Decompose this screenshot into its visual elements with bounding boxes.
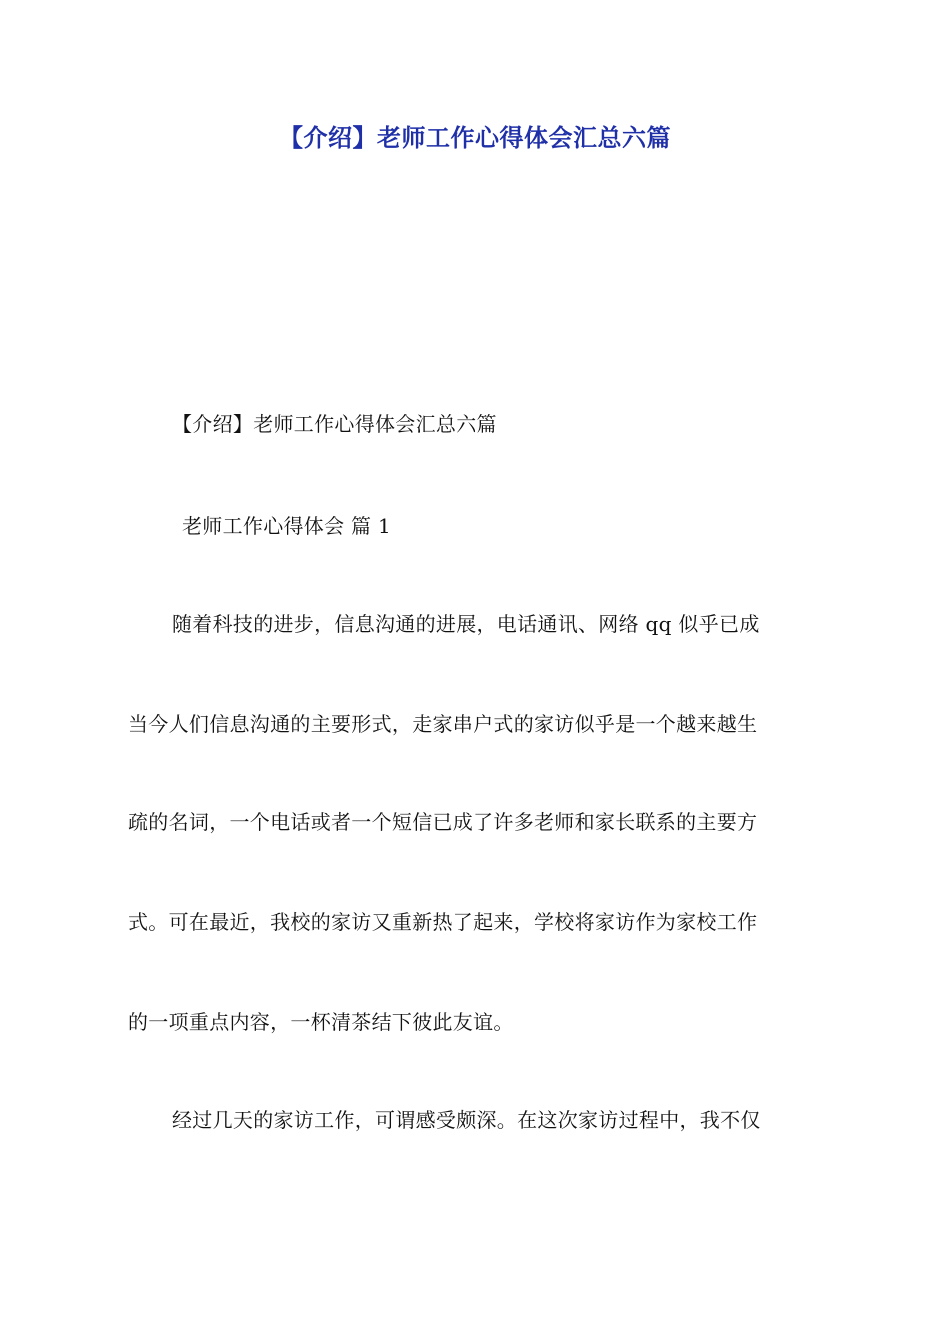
- document-title: 【介绍】老师工作心得体会汇总六篇: [279, 124, 671, 152]
- paragraph-line: 随着科技的进步，信息沟通的进展，电话通讯、网络 qq 似乎已成: [172, 612, 760, 636]
- paragraph-line: 的一项重点内容，一杯清茶结下彼此友谊。: [128, 1010, 514, 1034]
- document-subtitle: 【介绍】老师工作心得体会汇总六篇: [172, 412, 497, 436]
- paragraph-line: 当今人们信息沟通的主要形式，走家串户式的家访似乎是一个越来越生: [128, 712, 758, 736]
- paragraph-line: 经过几天的家访工作，可谓感受颇深。在这次家访过程中，我不仅: [172, 1108, 761, 1132]
- paragraph-line: 式。可在最近，我校的家访又重新热了起来，学校将家访作为家校工作: [128, 910, 758, 934]
- section-heading: 老师工作心得体会 篇 1: [182, 514, 392, 538]
- paragraph-line: 疏的名词，一个电话或者一个短信已成了许多老师和家长联系的主要方: [128, 810, 758, 834]
